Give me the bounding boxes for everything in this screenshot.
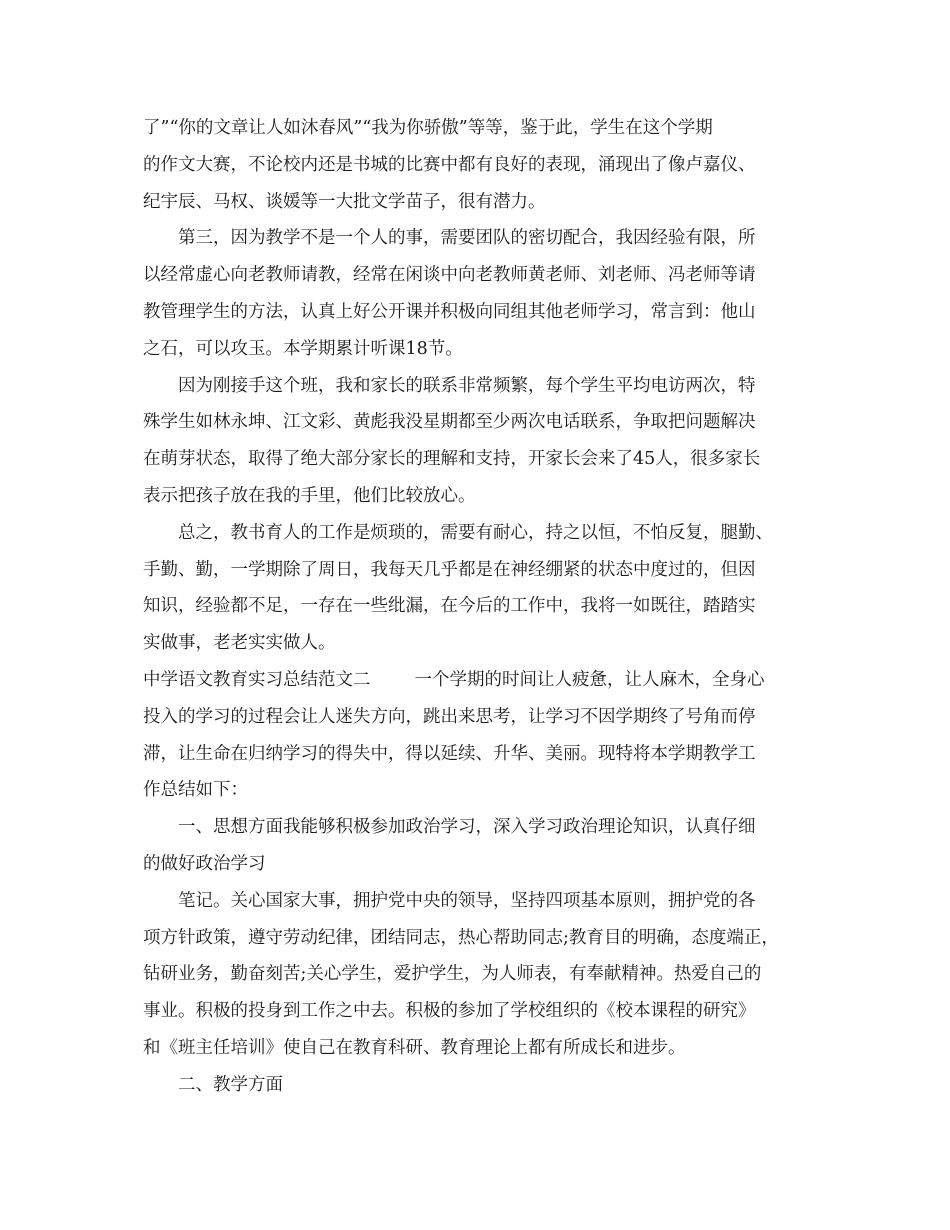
text-line: 事业。积极的投身到工作之中去。积极的参加了学校组织的《校本课程的研究》	[143, 1001, 756, 1022]
text-line: 教管理学生的方法，认真上好公开课并积极向同组其他老师学习，常言到：他山	[143, 301, 756, 322]
text-line: 总之，教书育人的工作是烦琐的，需要有耐心，持之以恒，不怕反复，腿勤、	[178, 522, 773, 543]
text-line: 投入的学习的过程会让人迷失方向，跳出来思考，让学习不因学期终了号角而停	[143, 706, 756, 727]
text-line: 殊学生如林永坤、江文彩、黄彪我没星期都至少两次电话联系，争取把问题解决	[143, 412, 756, 433]
text-line: 二、教学方面	[178, 1074, 283, 1095]
text-line: 知识，经验都不足，一存在一些纰漏，在今后的工作中，我将一如既往，踏踏实	[143, 596, 756, 617]
text-line: 纪宇辰、马权、谈媛等一大批文学苗子，很有潜力。	[143, 191, 546, 212]
text-line: 一、思想方面我能够积极参加政治学习，深入学习政治理论知识，认真仔细	[178, 817, 756, 838]
text-line: 和《班主任培训》使自己在教育科研、教育理论上都有所成长和进步。	[143, 1037, 686, 1058]
text-line: 笔记。关心国家大事，拥护党中央的领导，坚持四项基本原则，拥护党的各	[178, 890, 756, 911]
text-line: 的做好政治学习	[143, 853, 266, 874]
text-line: 因为刚接手这个班，我和家长的联系非常频繁，每个学生平均电访两次，特	[178, 375, 756, 396]
text-line: 在萌芽状态，取得了绝大部分家长的理解和支持，开家长会来了45人，很多家长	[143, 449, 761, 470]
text-line: 表示把孩子放在我的手里，他们比较放心。	[143, 485, 476, 506]
text-line: 作总结如下：	[143, 780, 248, 801]
text-line-segment: 一个学期的时间让人疲惫，让人麻木，全身心	[414, 669, 765, 690]
text-line: 钻研业务，勤奋刻苦;关心学生，爱护学生，为人师表，有奉献精神。热爱自己的	[143, 964, 762, 985]
text-line: 以经常虚心向老教师请教，经常在闲谈中向老教师黄老师、刘老师、冯老师等请	[143, 265, 756, 286]
text-line: 了”“你的文章让人如沐春风”“我为你骄傲”等等，鉴于此，学生在这个学期	[143, 118, 713, 138]
text-line: 滞，让生命在归纳学习的得失中，得以延续、升华、美丽。现特将本学期教学工	[143, 743, 756, 764]
text-line: 手勤、勤，一学期除了周日，我每天几乎都是在神经绷紧的状态中度过的，但因	[143, 559, 756, 580]
text-line: 之石，可以攻玉。本学期累计听课18节。	[143, 338, 463, 359]
text-line: 的作文大赛，不论校内还是书城的比赛中都有良好的表现，涌现出了像卢嘉仪、	[143, 154, 756, 175]
text-line: 第三，因为教学不是一个人的事，需要团队的密切配合，我因经验有限，所	[178, 228, 756, 249]
section-heading-line	[143, 662, 813, 699]
document-body	[143, 110, 813, 1104]
section-heading: 中学语文教育实习总结范文二	[143, 669, 371, 690]
text-line: 项方针政策，遵守劳动纪律，团结同志，热心帮助同志;教育目的明确，态度端正，	[143, 927, 779, 948]
text-line: 实做事，老老实实做人。	[143, 633, 336, 654]
